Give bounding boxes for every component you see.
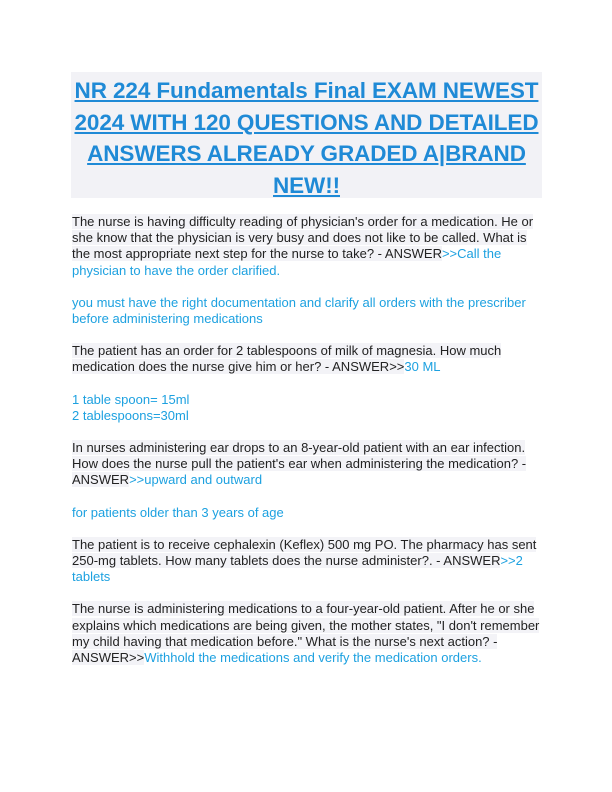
title-banner — [71, 72, 542, 198]
answer-text: Withhold the medications and verify the medication orders. — [144, 650, 482, 666]
answer-text: >>upward and outward — [129, 472, 263, 488]
qa-content — [72, 214, 547, 682]
explanation-note: you must have the right documentation and clarify all orders with the prescriber before administering medications — [72, 294, 526, 327]
question-text: The patient has an order for 2 tablespoons of milk of magnesia. How much medication does the nurse give him or her? - ANSWER>> — [72, 343, 502, 375]
qa-item-5 — [72, 601, 547, 666]
answer-text: 30 ML — [404, 359, 441, 375]
qa-item-1 — [72, 214, 547, 279]
document-title[interactable]: NR 224 Fundamentals Final EXAM NEWEST 2024 WITH 120 QUESTIONS AND DETAILED ANSWERS ALREADY GRADED A|BRAND NEW!! — [74, 78, 539, 198]
question-text: In nurses administering ear drops to an 8-year-old patient with an ear infection. How does the nurse pull the patient's ear when administering the medication? - ANSWER — [72, 440, 527, 488]
note-line: 2 tablespoons=30ml — [72, 407, 189, 423]
question-text: The nurse is having difficulty reading of physician's order for a medication. He or she know that the physician is very busy and does not like to be called. What is the most appropriate next step for the nurse to take? - ANSWER — [72, 214, 534, 262]
note-line: 1 table spoon= 15ml — [72, 391, 190, 407]
question-text: The nurse is administering medications to a four-year-old patient. After he or she explains which medications are being given, the mother states, "I don't remember my child having that medication before." What is the nurse's next action? - ANSWER>> — [72, 601, 540, 666]
answer-text: >>Call the physician to have the order clarified. — [72, 246, 502, 278]
qa-item-4 — [72, 537, 547, 586]
explanation-note: for patients older than 3 years of age — [72, 504, 284, 520]
question-text: The patient is to receive cephalexin (Keflex) 500 mg PO. The pharmacy has sent 250-mg tablets. How many tablets does the nurse administer?. - ANSWER — [72, 536, 537, 569]
qa-item-3 — [72, 440, 547, 489]
answer-text: >>2 tablets — [72, 553, 523, 585]
qa-item-2 — [72, 343, 547, 375]
explanation-note — [72, 392, 547, 424]
